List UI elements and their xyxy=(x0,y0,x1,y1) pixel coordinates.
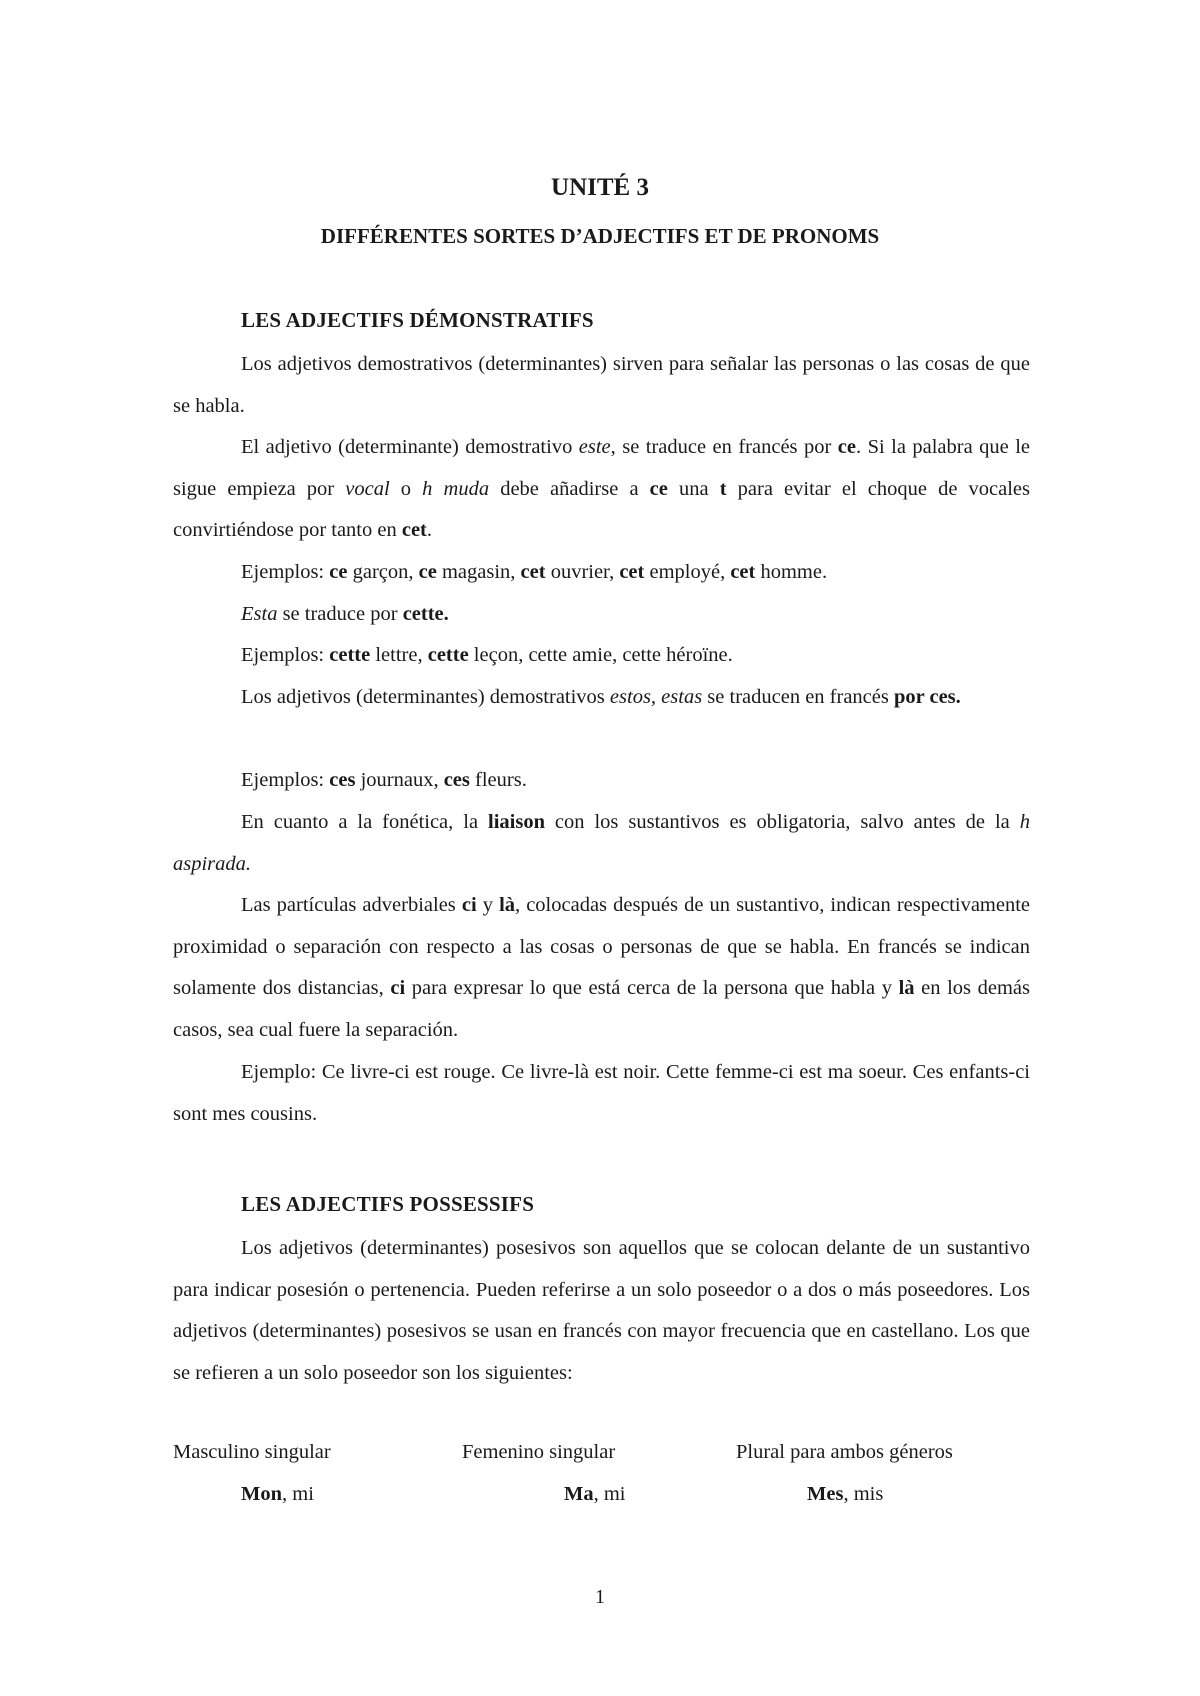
example-line-cette: Ejemplos: cette lettre, cette leçon, cette amie, cette héroïne. xyxy=(241,644,733,666)
line-esta: Esta se traduce por cette. xyxy=(241,603,449,625)
page-number: 1 xyxy=(595,1586,605,1608)
paragraph-intro-demonstratives: Los adjetivos demostrativos (determinantes) sirven para señalar las personas o las cosas de que se habla. xyxy=(173,353,1030,417)
table-header-feminine: Femenino singular xyxy=(462,1441,616,1463)
paragraph-liaison: En cuanto a la fonética, la liaison con los sustantivos es obligatoria, salvo antes de la h aspirada. xyxy=(173,811,1030,875)
paragraph-este: El adjetivo (determinante) demostrativo este, se traduce en francés por ce. Si la palabra que le sigue empieza por vocal o h muda debe añadirse a ce una t para evitar el choque de vocales convirtiéndose por tanto en cet. xyxy=(173,436,1031,542)
example-paragraph-ci-la: Ejemplo: Ce livre-ci est rouge. Ce livre-là est noir. Cette femme-ci est ma soeur. Ces enfants-ci sont mes cousins. xyxy=(173,1061,1030,1125)
unit-subtitle: DIFFÉRENTES SORTES D’ADJECTIFS ET DE PRONOMS xyxy=(320,224,880,248)
table-cell-ma: Ma, mi xyxy=(564,1483,626,1505)
section-heading-demonstratifs: LES ADJECTIFS DÉMONSTRATIFS xyxy=(241,308,594,332)
unit-title: UNITÉ 3 xyxy=(551,174,649,201)
paragraph-ci-la: Las partículas adverbiales ci y là, colocadas después de un sustantivo, indican respectivamente proximidad o separación con respecto a las cosas o personas de que se habla. En francés se indican solamente dos distancias, ci para expresar lo que está cerca de la persona que habla y là en los demás casos, sea cual fuere la separación. xyxy=(173,894,1031,1041)
example-line-ces: Ejemplos: ces journaux, ces fleurs. xyxy=(241,769,527,791)
section-heading-possessifs: LES ADJECTIFS POSSESSIFS xyxy=(241,1192,535,1216)
paragraph-possessives-intro: Los adjetivos (determinantes) posesivos son aquellos que se colocan delante de un sustantivo para indicar posesión o pertenencia. Pueden referirse a un solo poseedor o a dos o más poseedores. Los adjetivos (determinantes) posesivos se usan en francés con mayor frecuencia que en castellano. Los que se refieren a un solo poseedor son los siguientes: xyxy=(173,1237,1030,1384)
table-cell-mon: Mon, mi xyxy=(241,1483,314,1505)
table-header-plural: Plural para ambos géneros xyxy=(736,1441,953,1463)
table-header-masculine: Masculino singular xyxy=(173,1441,331,1463)
example-line-ce-cet: Ejemplos: ce garçon, ce magasin, cet ouvrier, cet employé, cet homme. xyxy=(241,561,828,583)
table-cell-mes: Mes, mis xyxy=(807,1483,884,1505)
paragraph-estos-estas: Los adjetivos (determinantes) demostrativos estos, estas se traducen en francés por ces. xyxy=(241,686,961,708)
